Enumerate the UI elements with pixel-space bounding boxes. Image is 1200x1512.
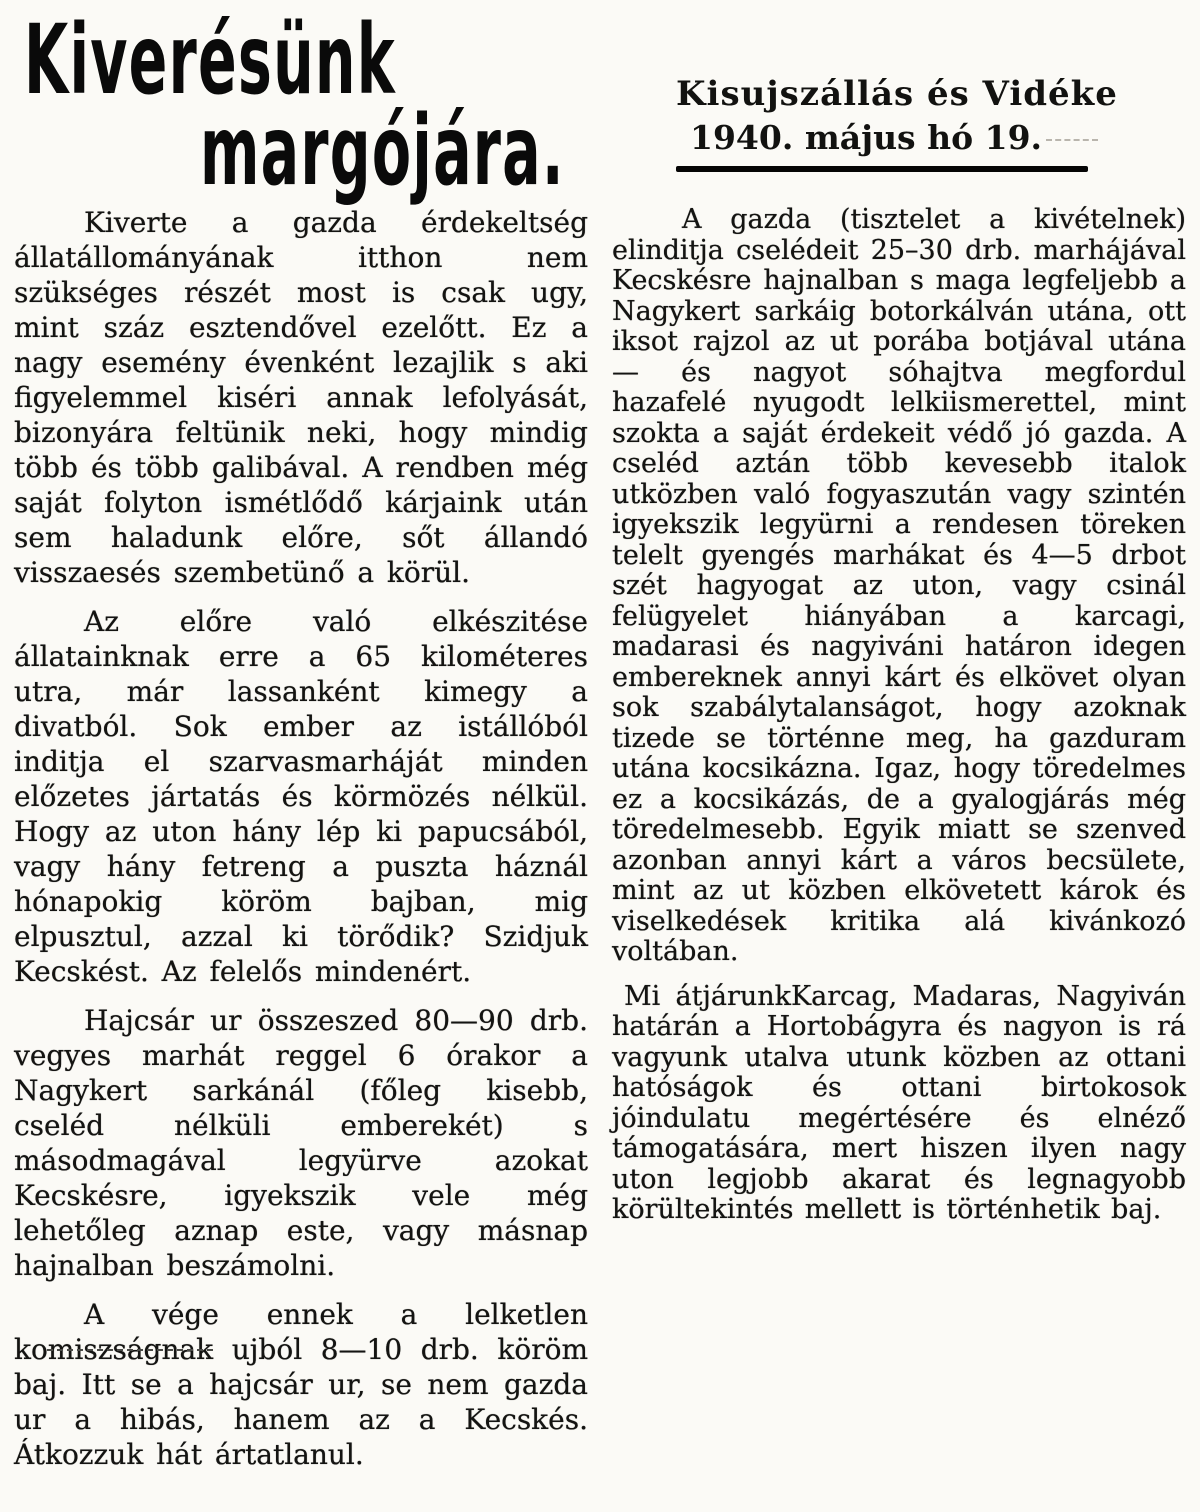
paragraph-text: ujból 8—10 drb. köröm baj. Itt se a hajcsár ur, se nem gazda ur a hibás, hanem az a Kecskés. Átkozzuk hát ártatlanul.: [14, 1333, 588, 1471]
masthead-rule: [676, 166, 1088, 172]
right-column: [612, 205, 1186, 1486]
paragraph: Mi átjárunkKarcag, Madaras, Nagyiván határán a Hortobágyra és nagyon is rá vagyunk utalva utunk közben az ottani hatóságok és ottani birtokosok jóindulatu megértésére és elnéző támogatására, mert hiszen ilyen nagy uton legjobb akarat és legnagyobb körültekintés mellett is történhetik baj.: [612, 980, 1186, 1225]
masthead-date-row: [690, 118, 1104, 157]
paragraph: Kiverte a gazda érdekeltség állatállományának itthon nem szükséges részét most is csak ugy, mint száz esztendővel ezelőtt. Ez a nagy esemény évenként lezajlik s aki figyelemmel kiséri annak lefolyását, bizonyára feltünik neki, hogy mindig több és több galibával. A rendben még saját folyton ismétlődő kárjaink után sem haladunk előre, sőt állandó visszaesés szembetünő a körül.: [14, 206, 588, 589]
left-column: [14, 205, 588, 1486]
masthead-date: 1940. május hó 19.: [690, 118, 1043, 157]
headline-line-2: margójára.: [200, 94, 565, 207]
paragraph-text: A vége ennek a lelketlen ko: [14, 1298, 588, 1366]
masthead: [676, 74, 1118, 172]
struck-word: miszságnak: [47, 1333, 214, 1366]
paragraph: Hajcsár ur összeszed 80—90 drb. vegyes marhát reggel 6 órakor a Nagykert sarkánál (főleg kisebb, cseléd nélküli emberekét) s másodmagával legyürve azokat Kecskésre, igyekszik vele még lehetőleg aznap este, vagy másnap hajnalban beszámolni.: [14, 1004, 588, 1282]
paragraph: Az előre való elkészitése állatainknak erre a 65 kilométeres utra, már lassanként kimegy a divatból. Sok ember az istállóból inditja el szarvasmarháját minden előzetes jártatás és körmözés nélkül. Hogy az uton hány lép ki papucsából, vagy hány fetreng a puszta háznál hónapokig köröm bajban, mig elpusztul, azzal ki törődik? Szidjuk Kecskést. Az felelős mindenért.: [14, 605, 588, 988]
paragraph: [14, 1297, 588, 1472]
article-body: [0, 205, 1200, 1486]
dashed-line-artifact: [1046, 139, 1098, 141]
masthead-title: Kisujszállás és Vidéke: [676, 74, 1118, 114]
headline-line-1: Kiverésünk: [24, 3, 396, 116]
paragraph: A gazda (tisztelet a kivételnek) elinditja cselédeit 25–30 drb. marhájával Kecskésre hajnalban s maga legfeljebb a Nagykert sarkáig botorkálván utána, ott iksot rajzol az ut porába botjával utána — és nagyot sóhajtva megfordul hazafelé nyugodt lelkiismerettel, mint szokta a saját érdekeit védő jó gazda. A cseléd aztán több kevesebb italok utközben való fogyaszután vagy szintén igyekszik legyürni a rendesen töreken telelt gyengés marhákat és 4—5 drbot szét hagyogat az uton, vagy csinál felügyelet hiányában a karcagi, madarasi és nagyiváni határon idegen embereknek annyi kárt és elkövet olyan sok szabálytalanságot, hogy azoknak tizede se történne meg, ha gazduram utána kocsikázna. Igaz, hogy töredelmes ez a kocsikázás, de a gyalogjárás még töredelmesebb. Egyik miatt se szenved azonban annyi kárt a város becsülete, mint az ut közben elkövetett károk és viselkedések kritika alá kivánkozó voltában.: [612, 204, 1186, 967]
